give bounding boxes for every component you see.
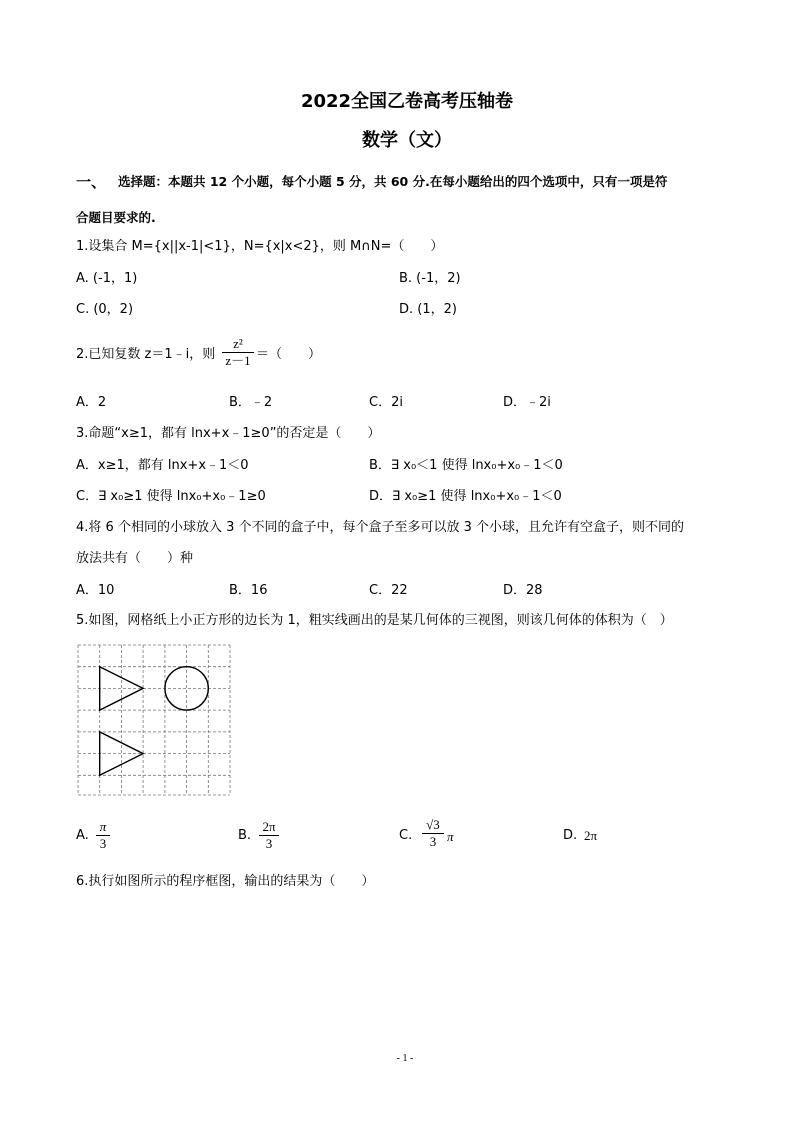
question-4-option-c: C．22 — [369, 583, 408, 598]
question-3-option-c: C．∃ x₀≥1 使得 lnx₀+x₀﹣1≥0 — [76, 489, 266, 504]
exam-title: 2022全国乙卷高考压轴卷 — [300, 91, 514, 112]
question-2-stem-suffix: ＝（ ） — [256, 347, 322, 362]
question-3-stem: 3.命题“x≥1，都有 lnx+x﹣1≥0”的否定是（ ） — [76, 426, 381, 441]
question-5-option-c-label: C. — [399, 828, 413, 843]
page-number: - 1 - — [396, 1053, 414, 1064]
section-instructions-line1: 选择题：本题共 12 个小题，每个小题 5 分，共 60 分.在每小题给出的四个选项中，只有一项是符 — [118, 174, 668, 189]
fraction-numerator: z² — [233, 336, 243, 351]
question-4-stem-line2: 放法共有（ ）种 — [76, 551, 194, 566]
fraction-denominator: 3 — [429, 834, 437, 849]
question-2-option-d: D．﹣2i — [503, 395, 551, 410]
question-5-option-a-label: A. — [76, 828, 89, 843]
question-3-option-b: B．∃ x₀＜1 使得 lnx₀+x₀﹣1＜0 — [369, 458, 563, 473]
question-5-option-d-value: 2π — [584, 828, 598, 843]
question-4-stem-line1: 4.将 6 个相同的小球放入 3 个不同的盒子中，每个盒子至多可以放 3 个小球，且允许有空盒子，则不同的 — [76, 520, 685, 535]
subject-title: 数学（文） — [362, 130, 452, 151]
question-2-stem: 2.已知复数 z＝1﹣i，则 — [76, 347, 216, 362]
section-number: 一、 — [76, 173, 107, 191]
top-view-circle — [165, 667, 208, 710]
question-3-option-d: D．∃ x₀≥1 使得 lnx₀+x₀﹣1＜0 — [369, 489, 562, 504]
fraction-denominator: z－1 — [225, 353, 251, 368]
question-2-option-a: A．2 — [76, 395, 107, 410]
side-view-triangle — [100, 732, 143, 775]
question-5-option-a-fraction — [96, 820, 110, 851]
question-5-option-b-label: B. — [238, 828, 252, 843]
fraction-numerator: π — [99, 819, 107, 834]
question-1-option-d: D. (1，2) — [399, 302, 457, 317]
section-instructions-line2: 合题目要求的. — [76, 210, 156, 225]
question-1-stem: 1.设集合 M={x||x-1|<1}，N={x|x<2}，则 M∩N=（ ） — [76, 239, 444, 254]
question-1-option-c: C. (0，2) — [76, 302, 134, 317]
question-1-option-a: A. (-1，1) — [76, 271, 138, 286]
question-2-fraction — [222, 337, 254, 368]
question-1-option-b: B. (-1，2) — [399, 271, 461, 286]
question-5-option-b-fraction — [259, 820, 279, 851]
question-5-option-d-label: D. — [563, 828, 578, 843]
question-4-option-b: B．16 — [229, 583, 268, 598]
question-5-option-c-pi: π — [447, 829, 454, 844]
question-5-stem: 5.如图，网格纸上小正方形的边长为 1，粗实线画出的是某几何体的三视图，则该几何体的体积为（ ） — [76, 613, 673, 628]
question-6-stem: 6.执行如图所示的程序框图，输出的结果为（ ） — [76, 874, 375, 889]
question-2-option-b: B．﹣2 — [229, 395, 273, 410]
front-view-triangle — [100, 667, 143, 710]
question-5-option-c-fraction — [422, 818, 444, 849]
question-4-option-d: D．28 — [503, 583, 543, 598]
question-2-option-c: C．2i — [369, 395, 403, 410]
question-4-option-a: A．10 — [76, 583, 115, 598]
three-view-figure — [76, 643, 232, 797]
fraction-denominator: 3 — [265, 836, 273, 851]
question-3-option-a: A．x≥1，都有 lnx+x﹣1＜0 — [76, 458, 249, 473]
fraction-numerator: √3 — [426, 817, 440, 832]
fraction-numerator: 2π — [262, 819, 276, 834]
fraction-denominator: 3 — [99, 836, 107, 851]
